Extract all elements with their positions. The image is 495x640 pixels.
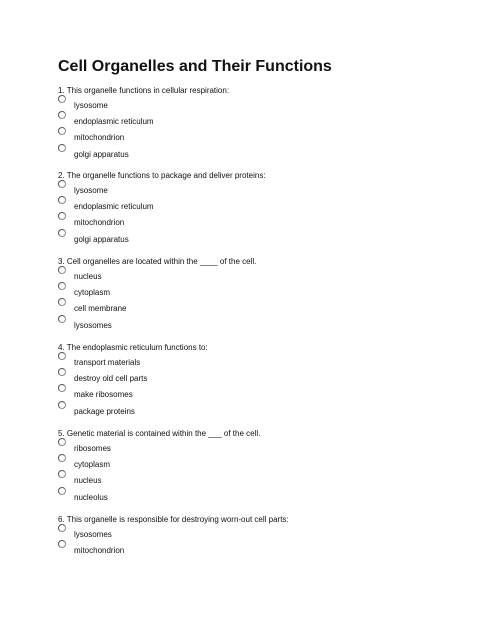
answer-option[interactable] [58,402,478,418]
question-text: 5. Genetic material is contained within the ___ of the cell. [58,429,261,438]
option-label: nucleus [74,272,102,281]
radio-button[interactable] [58,352,66,360]
radio-button[interactable] [58,438,66,446]
question-4 [58,343,478,418]
option-label: destroy old cell parts [74,374,148,384]
answer-option[interactable] [58,541,478,557]
question-text: 4. The endoplasmic reticulum functions to: [58,343,208,352]
option-label: nucleolus [74,492,108,502]
answer-option[interactable] [58,369,478,385]
radio-button[interactable] [58,196,66,204]
radio-button[interactable] [58,180,66,188]
answer-option[interactable] [58,385,478,401]
radio-button[interactable] [58,470,66,478]
option-label: endoplasmic reticulum [74,202,154,212]
answer-option[interactable] [58,283,478,299]
answer-option[interactable] [58,471,478,487]
question-3 [58,257,478,332]
answer-option[interactable] [58,353,478,369]
question-text: 2. The organelle functions to package and deliver proteins: [58,171,266,180]
option-label: make ribosomes [74,390,133,400]
option-label: lysosome [74,186,108,195]
question-5 [58,429,478,504]
radio-button[interactable] [58,524,66,532]
radio-button[interactable] [58,144,66,152]
answer-option[interactable] [58,525,478,541]
option-label: mitochondrion [74,546,125,556]
page-title: Cell Organelles and Their Functions [58,58,332,75]
option-label: lysosomes [74,320,112,330]
radio-button[interactable] [58,111,66,119]
radio-button[interactable] [58,487,66,495]
radio-button[interactable] [58,95,66,103]
answer-option[interactable] [58,299,478,315]
answer-option[interactable] [58,181,478,197]
answer-option[interactable] [58,267,478,283]
radio-button[interactable] [58,454,66,462]
option-label: nucleus [74,476,102,486]
option-label: golgi apparatus [74,234,129,244]
option-label: cell membrane [74,304,127,314]
radio-button[interactable] [58,266,66,274]
option-label: ribosomes [74,444,111,453]
answer-option[interactable] [58,96,478,112]
answer-option[interactable] [58,316,478,332]
answer-option[interactable] [58,213,478,229]
option-label: mitochondrion [74,133,125,143]
answer-option[interactable] [58,488,478,504]
radio-button[interactable] [58,384,66,392]
answer-option[interactable] [58,112,478,128]
radio-button[interactable] [58,282,66,290]
question-text: 3. Cell organelles are located within the ____ of the cell. [58,257,257,266]
option-label: endoplasmic reticulum [74,117,154,127]
radio-button[interactable] [58,298,66,306]
question-6 [58,515,478,557]
answer-option[interactable] [58,439,478,455]
option-label: package proteins [74,406,135,416]
question-text: 1. This organelle functions in cellular respiration: [58,86,230,95]
option-label: mitochondrion [74,218,125,228]
radio-button[interactable] [58,229,66,237]
answer-option[interactable] [58,455,478,471]
answer-option[interactable] [58,145,478,161]
option-label: transport materials [74,358,141,367]
radio-button[interactable] [58,401,66,409]
question-text: 6. This organelle is responsible for destroying worn-out cell parts: [58,515,289,524]
option-label: lysosome [74,101,108,110]
answer-option[interactable] [58,230,478,246]
question-1 [58,86,478,161]
radio-button[interactable] [58,212,66,220]
answer-option[interactable] [58,128,478,144]
option-label: cytoplasm [74,288,111,298]
option-label: lysosomes [74,530,112,539]
answer-option[interactable] [58,197,478,213]
radio-button[interactable] [58,127,66,135]
radio-button[interactable] [58,315,66,323]
radio-button[interactable] [58,368,66,376]
question-2 [58,171,478,246]
option-label: cytoplasm [74,460,111,470]
radio-button[interactable] [58,540,66,548]
option-label: golgi apparatus [74,149,129,159]
